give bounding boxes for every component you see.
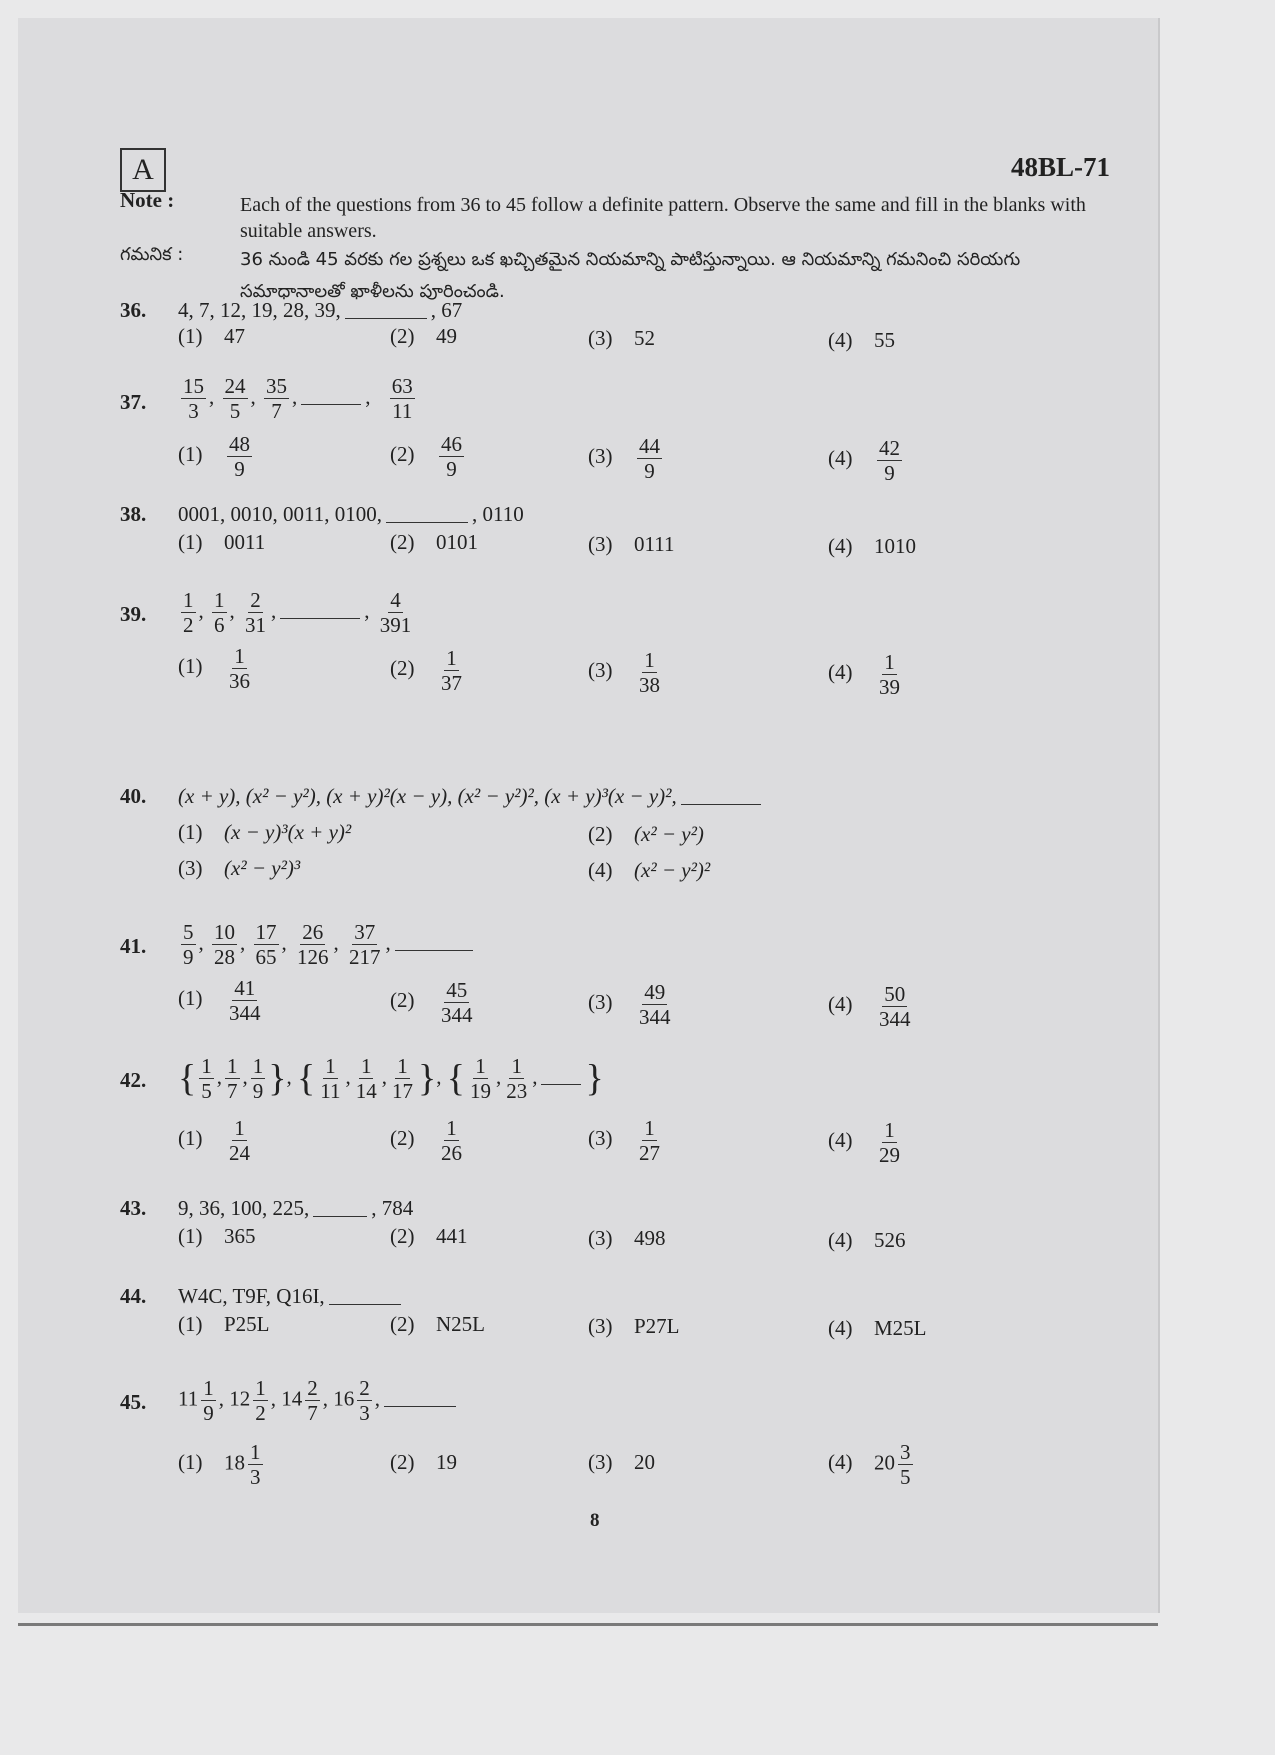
option-2[interactable]: (2) $\frac{46}{9}$ bbox=[390, 432, 462, 482]
question-number: 42. bbox=[120, 1068, 147, 1092]
question-stem: 11 $\frac{1}{9}$ , 12 $\frac{1}{2}$ , 14 $\frac{2}{7}$ , 16 $\frac{2}{3}$ , bbox=[178, 1376, 460, 1425]
option-3[interactable]: (3) 52 bbox=[588, 326, 655, 350]
sheet-edge bbox=[18, 1623, 1158, 1626]
option-4[interactable]: (4) $\frac{42}{9}$ bbox=[828, 436, 900, 486]
paper-code: 48BL-71 bbox=[1010, 152, 1110, 182]
question-number: 38. bbox=[120, 502, 147, 526]
question-number: 40. bbox=[120, 784, 147, 808]
option-1[interactable]: (1) 365 bbox=[178, 1224, 256, 1248]
answer-blank bbox=[541, 1083, 581, 1085]
option-4[interactable]: (4) $\frac{1}{39}$ bbox=[828, 650, 900, 700]
question-stem: 0001, 0010, 0011, 0100, , 0110 bbox=[178, 502, 524, 526]
question-number: 45. bbox=[120, 1390, 147, 1414]
note-label-telugu: గమనిక : bbox=[120, 244, 184, 265]
question-number: 39. bbox=[120, 602, 147, 626]
question-stem: { $\frac{1}{5}$ , $\frac{1}{7}$ , $\frac{1}{9}$ }, { $\frac{1}{11}$ , $\frac{1}{14}$ , $\frac{1}{17}$ }, { $\frac{1}{19}$ , $\frac{1}{23}$ , } bbox=[178, 1054, 604, 1104]
question-page bbox=[100, 130, 1110, 1550]
option-2[interactable]: (2) 49 bbox=[390, 324, 457, 348]
option-2[interactable]: (2) $\frac{1}{37}$ bbox=[390, 646, 462, 696]
answer-blank bbox=[280, 617, 360, 619]
question-number: 36. bbox=[120, 298, 147, 322]
option-2[interactable]: (2) 0101 bbox=[390, 530, 478, 554]
set-box: A bbox=[120, 148, 166, 192]
question-stem: $\frac{1}{2}$ , $\frac{1}{6}$ , $\frac{2}{31}$ , , $\frac{4}{391}$ bbox=[183, 588, 412, 638]
option-2[interactable]: (2) (x² − y²) bbox=[588, 822, 704, 846]
note-text: Each of the questions from 36 to 45 follow a definite pattern. Observe the same and fill in the blanks with suitable answers. bbox=[240, 194, 1086, 242]
question-number: 44. bbox=[120, 1284, 147, 1308]
question-stem: 4, 7, 12, 19, 28, 39, , 67 bbox=[178, 298, 463, 322]
answer-blank bbox=[345, 317, 427, 319]
answer-blank bbox=[395, 949, 473, 951]
note-text-telugu: 36 నుండి 45 వరకు గల ప్రశ్నలు ఒక ఖచ్చితమైన నియమాన్ని పాటిస్తున్నాయి. ఆ నియమాన్ని గమనించి సరియగు సమాధానాలతో ఖాళీలను పూరించండి. bbox=[240, 249, 1021, 302]
question-stem: W4C, T9F, Q16I, bbox=[178, 1284, 405, 1309]
option-4[interactable]: (4) 20 $\frac{3}{5}$ bbox=[828, 1440, 911, 1490]
option-3[interactable]: (3) $\frac{1}{27}$ bbox=[588, 1116, 660, 1166]
option-4[interactable]: (4) 1010 bbox=[828, 534, 916, 558]
answer-blank bbox=[313, 1215, 367, 1217]
option-3[interactable]: (3) 498 bbox=[588, 1226, 666, 1250]
option-1[interactable]: (1) $\frac{48}{9}$ bbox=[178, 432, 250, 482]
option-4[interactable]: (4) M25L bbox=[828, 1316, 927, 1340]
option-4[interactable]: (4) (x² − y²)² bbox=[588, 858, 711, 882]
note-label: Note : bbox=[120, 188, 175, 212]
option-1[interactable]: (1) 0011 bbox=[178, 530, 266, 554]
option-2[interactable]: (2) N25L bbox=[390, 1312, 485, 1336]
answer-blank bbox=[329, 1303, 401, 1305]
option-2[interactable]: (2) 441 bbox=[390, 1224, 468, 1248]
option-3[interactable]: (3) $\frac{44}{9}$ bbox=[588, 434, 660, 484]
question-stem: (x + y), (x² − y²), (x + y)²(x − y), (x² − y²)², (x + y)³(x − y)², bbox=[178, 784, 765, 809]
option-3[interactable]: (3) P27L bbox=[588, 1314, 680, 1338]
option-1[interactable]: (1) P25L bbox=[178, 1312, 270, 1336]
question-stem: 9, 36, 100, 225, , 784 bbox=[178, 1196, 414, 1220]
answer-blank bbox=[384, 1405, 456, 1407]
option-1[interactable]: (1) (x − y)³(x + y)² bbox=[178, 820, 352, 844]
question-stem: $\frac{5}{9}$ , $\frac{10}{28}$ , $\frac{17}{65}$ , $\frac{26}{126}$ , $\frac{37}{217}$ , bbox=[178, 920, 477, 969]
option-1[interactable]: (1) $\frac{1}{36}$ bbox=[178, 644, 250, 694]
answer-blank bbox=[681, 803, 761, 805]
option-2[interactable]: (2) 19 bbox=[390, 1450, 457, 1474]
option-3[interactable]: (3) $\frac{49}{344}$ bbox=[588, 980, 671, 1030]
option-1[interactable]: (1) $\frac{41}{344}$ bbox=[178, 976, 261, 1026]
option-2[interactable]: (2) $\frac{1}{26}$ bbox=[390, 1116, 462, 1166]
option-3[interactable]: (3) $\frac{1}{38}$ bbox=[588, 648, 660, 698]
answer-blank bbox=[301, 403, 361, 405]
option-4[interactable]: (4) $\frac{1}{29}$ bbox=[828, 1118, 900, 1168]
question-number: 41. bbox=[120, 934, 147, 958]
question-number: 43. bbox=[120, 1196, 147, 1220]
question-number: 37. bbox=[120, 390, 147, 414]
option-1[interactable]: (1) 18 $\frac{1}{3}$ bbox=[178, 1440, 261, 1490]
option-1[interactable]: (1) $\frac{1}{24}$ bbox=[178, 1116, 250, 1166]
option-1[interactable]: (1) 47 bbox=[178, 324, 245, 348]
option-3[interactable]: (3) (x² − y²)³ bbox=[178, 856, 301, 880]
option-3[interactable]: (3) 20 bbox=[588, 1450, 655, 1474]
option-4[interactable]: (4) 55 bbox=[828, 328, 895, 352]
option-4[interactable]: (4) 526 bbox=[828, 1228, 906, 1252]
option-3[interactable]: (3) 0111 bbox=[588, 532, 675, 556]
option-4[interactable]: (4) $\frac{50}{344}$ bbox=[828, 982, 911, 1032]
answer-blank bbox=[386, 521, 468, 523]
page-number: 8 bbox=[590, 1510, 600, 1531]
question-stem: $\frac{15}{3}$ , $\frac{24}{5}$ , $\frac{35}{7}$ , , $\frac{63}{11}$ bbox=[183, 374, 413, 424]
option-2[interactable]: (2) $\frac{45}{344}$ bbox=[390, 978, 473, 1028]
